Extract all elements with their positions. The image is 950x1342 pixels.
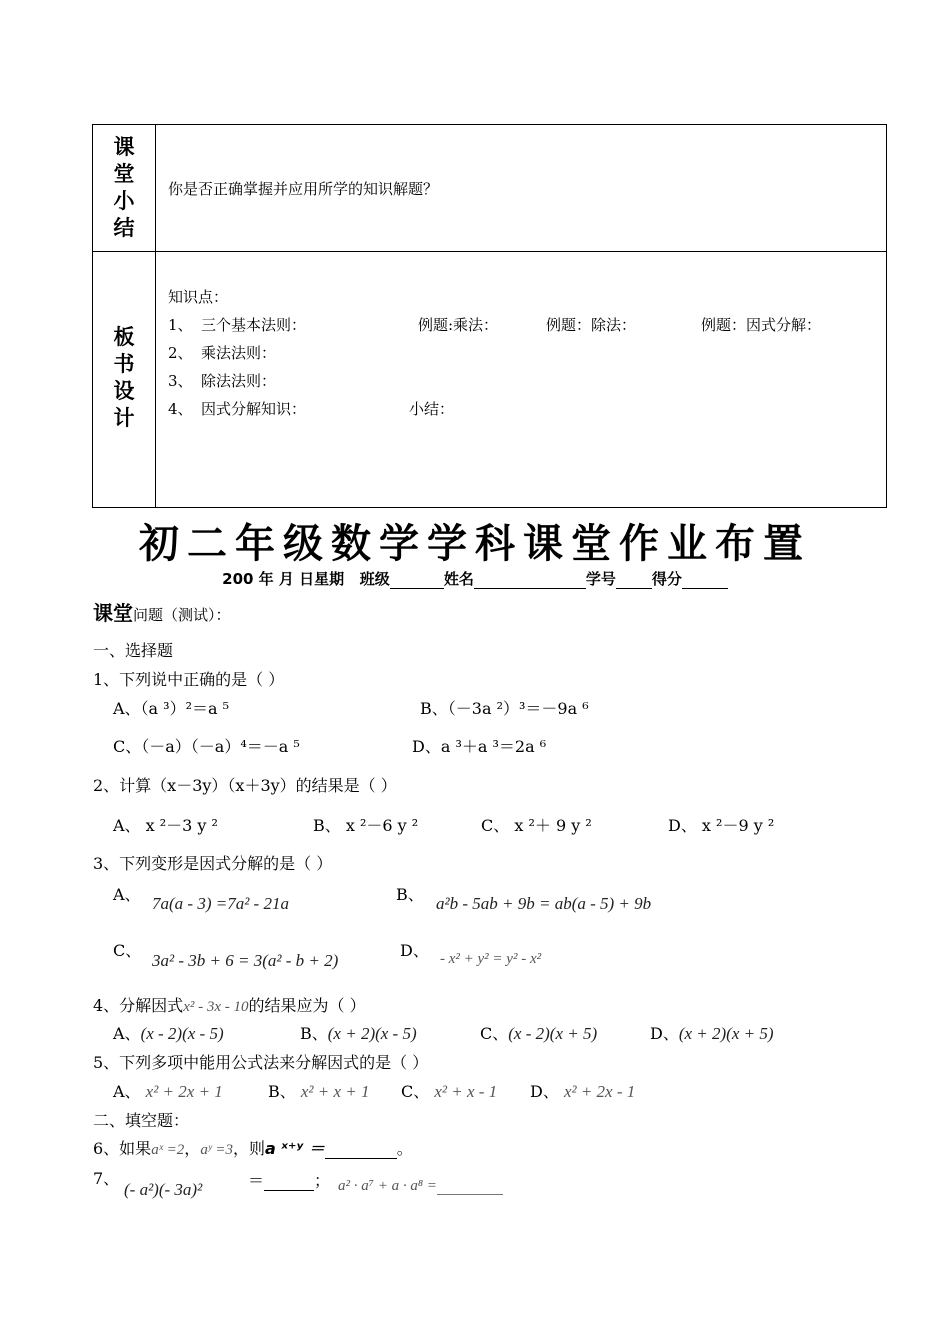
q4-stem-expr: x² - 3x - 10 — [183, 999, 249, 1015]
q4-stem: 4、分解因式x² - 3x - 10的结果应为（ ） — [93, 996, 366, 1015]
q5-option-c: C、 x² + x - 1 — [401, 1082, 498, 1101]
q3-option-d-expr: - x² + y² = y² - x² — [440, 951, 542, 967]
part2-heading: 二、填空题： — [93, 1111, 190, 1130]
q3-option-c-expr: 3a² - 3b + 6 = 3(a² - b + 2) — [152, 951, 339, 970]
board-row-3-num: 3、 — [168, 372, 193, 390]
q6-expr-1: aˣ =2 — [151, 1142, 185, 1158]
board-row-4-num: 4、 — [168, 400, 193, 418]
q4-option-d: D、(x + 2)(x + 5) — [650, 1024, 774, 1043]
q7-expr-1: (- a²)(- 3a)² — [124, 1180, 203, 1199]
student-info-line — [0, 568, 950, 589]
q6-answer-blank[interactable] — [325, 1158, 397, 1159]
board-row-1-example-multiply: 例题:乘法： — [418, 316, 499, 334]
q1-option-d: D、a ³＋a ³＝2a ⁶ — [412, 737, 547, 756]
q7-num: 7、 — [93, 1169, 120, 1188]
q1-option-b: B、（－3a ²）³＝－9a ⁶ — [420, 699, 589, 718]
part1-heading: 一、选择题 — [93, 641, 174, 660]
q6-expr-2: aʸ =3 — [200, 1142, 234, 1158]
q1-stem: 1、下列说中正确的是（ ） — [93, 670, 285, 689]
board-row-4-summary: 小结： — [409, 400, 455, 418]
name-label: 姓名 — [443, 570, 474, 588]
q4-option-b: B、(x + 2)(x - 5) — [300, 1024, 417, 1043]
q5-option-a: A、 x² + 2x + 1 — [113, 1082, 223, 1101]
id-label: 学号 — [585, 570, 616, 588]
lesson-plan-table — [92, 124, 887, 508]
q3-option-a-expr: 7a(a - 3) =7a² - 21a — [152, 894, 289, 913]
board-row-2-label: 乘法法则： — [201, 344, 277, 362]
board-row-1-label: 三个基本法则： — [201, 316, 307, 334]
score-blank[interactable] — [682, 588, 728, 589]
q4-option-a: A、(x - 2)(x - 5) — [113, 1024, 224, 1043]
class-label: 班级 — [359, 570, 390, 588]
board-row-2-num: 2、 — [168, 344, 193, 362]
date-label: 200 年 月 日星期 — [222, 570, 345, 588]
homework-title: 初二年级数学学科课堂作业布置 — [139, 520, 811, 567]
q5-option-d: D、 x² + 2x - 1 — [530, 1082, 636, 1101]
q3-stem: 3、下列变形是因式分解的是（ ） — [93, 854, 333, 873]
id-blank[interactable] — [616, 588, 652, 589]
q5-option-b: B、 x² + x + 1 — [268, 1082, 370, 1101]
q3-option-a-label: A、 — [113, 885, 141, 904]
summary-cell — [156, 125, 887, 252]
q3-option-b-expr: a²b - 5ab + 9b = ab(a - 5) + 9b — [436, 894, 652, 913]
q3-option-c-label: C、 — [113, 941, 142, 960]
q3-option-b-label: B、 — [396, 885, 424, 904]
q7-answer-blank-1[interactable] — [264, 1190, 314, 1191]
board-row-3-label: 除法法则： — [201, 372, 277, 390]
q7-expr-2: a² · a⁷ + a · a⁸ = — [338, 1178, 503, 1195]
q5-stem: 5、下列多项中能用公式法来分解因式的是（ ） — [93, 1053, 429, 1072]
summary-side-label: 课 堂 小 结 — [93, 125, 156, 252]
board-row-1-example-factor: 例题：因式分解： — [701, 316, 822, 334]
board-row-4-label: 因式分解知识： — [201, 400, 307, 418]
q6-expr-3: a ˣ⁺ʸ ＝ — [265, 1139, 325, 1158]
q2-option-d: D、 x ²－9 y ² — [668, 816, 775, 835]
q7-part1: ＝ ； — [248, 1171, 331, 1190]
summary-question: 你是否正确掌握并应用所学的知识解题？ — [168, 179, 439, 198]
q7-answer-blank-2[interactable] — [437, 1194, 503, 1195]
q3-option-d-label: D、 — [400, 941, 429, 960]
q1-option-a: A、（a ³）²＝a ⁵ — [113, 699, 230, 718]
q2-option-b: B、 x ²－6 y ² — [313, 816, 419, 835]
q2-option-c: C、 x ²＋ 9 y ² — [481, 816, 592, 835]
knowledge-title: 知识点： — [168, 288, 229, 306]
section-heading: 课堂问题（测试）： — [93, 601, 231, 625]
board-row-1-num: 1、 — [168, 316, 193, 334]
q4-option-c: C、(x - 2)(x + 5) — [480, 1024, 598, 1043]
q1-option-c: C、（－a）（－a）⁴＝－a ⁵ — [113, 737, 300, 756]
q2-option-a: A、 x ²－3 y ² — [113, 816, 218, 835]
q6: 6、如果aˣ =2，aʸ =3，则a ˣ⁺ʸ ＝ 。 — [93, 1139, 413, 1158]
class-blank[interactable] — [390, 588, 444, 589]
name-blank[interactable] — [474, 588, 586, 589]
board-side-label: 板 书 设 计 — [93, 252, 156, 508]
board-cell — [156, 252, 887, 508]
score-label: 得分 — [651, 570, 682, 588]
board-row-1-example-divide: 例题：除法： — [546, 316, 637, 334]
q2-stem: 2、计算（x－3y）（x＋3y）的结果是（ ） — [93, 776, 397, 795]
